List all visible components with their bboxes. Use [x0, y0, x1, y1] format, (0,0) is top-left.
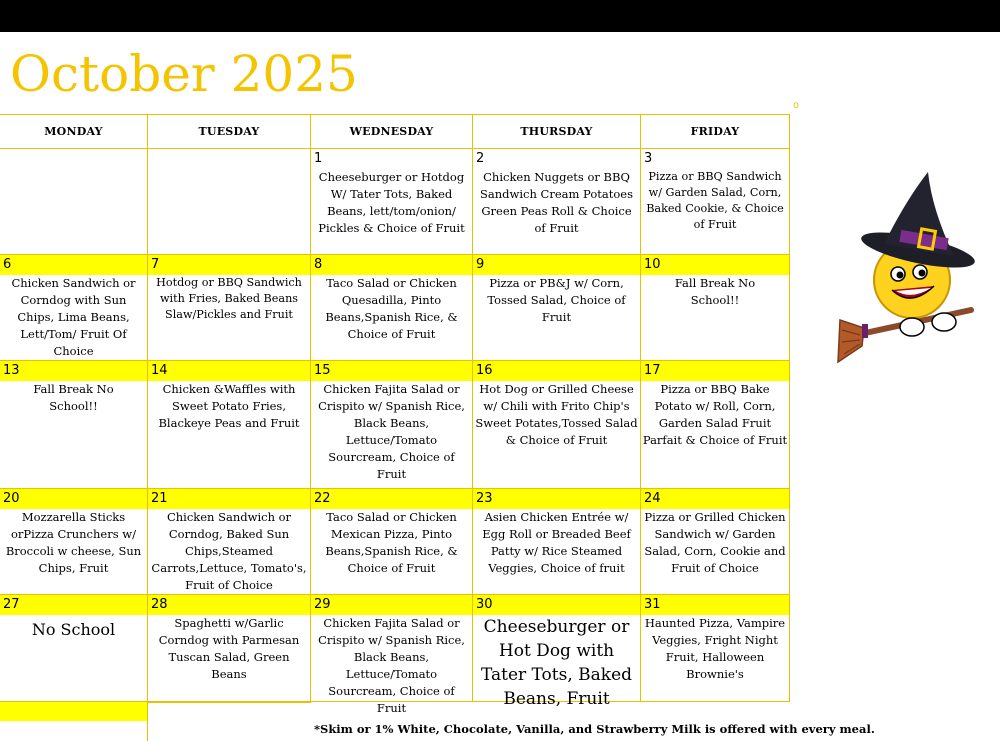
day-number: 21: [148, 489, 310, 509]
calendar-cell-empty: [148, 149, 311, 255]
menu-text: Pizza or BBQ Bake Potato w/ Roll, Corn, Garden Salad Fruit Parfait & Choice of Fruit: [642, 382, 788, 447]
month-title: October 2025: [10, 45, 358, 103]
calendar-cell: [148, 595, 311, 702]
calendar-cell: [473, 149, 641, 255]
day-number: 23: [473, 489, 640, 509]
top-black-bar: [0, 0, 1000, 32]
corner-mark: o: [793, 100, 800, 111]
menu-text: Pizza or Grilled Chicken Sandwich w/ Garden Salad, Corn, Cookie and Fruit of Choice: [644, 510, 786, 575]
weekday-header-friday: FRIDAY: [641, 115, 790, 149]
calendar-cell: [148, 489, 311, 595]
day-number: 22: [311, 489, 472, 509]
calendar-grid: [0, 115, 790, 741]
menu-text: Spaghetti w/Garlic Corndog with Parmesan Tuscan Salad, Green Beans: [158, 616, 300, 681]
day-number: 16: [473, 361, 640, 381]
menu-text: Cheeseburger or Hotdog W/ Tater Tots, Baked Beans, lett/tom/onion/ Pickles & Choice of Fruit: [318, 170, 465, 235]
calendar-cell: [311, 489, 473, 595]
footer-cell-empty: [0, 702, 148, 741]
menu-text: Hotdog or BBQ Sandwich with Fries, Baked Beans Slaw/Pickles and Fruit: [156, 276, 302, 321]
menu-text: Hot Dog or Grilled Cheese w/ Chili with Frito Chip's Sweet Potates,Tossed Salad & Choice of Fruit: [475, 382, 638, 447]
calendar-cell: [473, 595, 641, 709]
weekday-header-tuesday: TUESDAY: [148, 115, 311, 149]
day-number: 7: [148, 255, 310, 275]
day-number: 30: [473, 595, 640, 615]
footer-cell-empty: [148, 702, 311, 741]
day-number: 9: [473, 255, 640, 275]
day-number: 8: [311, 255, 472, 275]
calendar-cell: [641, 255, 790, 361]
menu-text: Chicken Fajita Salad or Crispito w/ Spanish Rice, Black Beans, Lettuce/Tomato Sourcream, Choice of Fruit: [318, 382, 465, 481]
calendar-cell: [641, 595, 790, 702]
weekday-header-monday: MONDAY: [0, 115, 148, 149]
day-number: 1: [314, 151, 323, 166]
menu-text: Fall Break No School!!: [674, 276, 756, 307]
day-number: 2: [476, 151, 485, 166]
calendar-cell: [311, 361, 473, 489]
day-number: 6: [0, 255, 147, 275]
calendar-cell: [0, 255, 148, 361]
menu-text: Haunted Pizza, Vampire Veggies, Fright Night Fruit, Halloween Brownie's: [644, 616, 786, 681]
calendar-cell: [641, 149, 790, 255]
day-number: 28: [148, 595, 310, 615]
calendar-cell: [473, 361, 641, 489]
day-number: 20: [0, 489, 147, 509]
menu-text: Chicken Sandwich or Corndog with Sun Chips, Lima Beans, Lett/Tom/ Fruit Of Choice: [11, 276, 136, 358]
menu-text: Pizza or BBQ Sandwich w/ Garden Salad, Corn, Baked Cookie, & Choice of Fruit: [646, 170, 784, 231]
calendar-cell: [641, 361, 790, 489]
calendar-cell: [473, 255, 641, 361]
menu-text: Asien Chicken Entrée w/ Egg Roll or Breaded Beef Patty w/ Rice Steamed Veggies, Choice of fruit: [482, 510, 631, 575]
calendar-cell: [0, 361, 148, 489]
weekday-header-wednesday: WEDNESDAY: [311, 115, 473, 149]
menu-text: Chicken &Waffles with Sweet Potato Fries, Blackeye Peas and Fruit: [158, 382, 300, 430]
calendar-cell: [473, 489, 641, 595]
menu-text: Pizza or PB&J w/ Corn, Tossed Salad, Choice of Fruit: [487, 276, 626, 324]
calendar-cell: [311, 595, 473, 715]
calendar-cell: [641, 489, 790, 595]
day-number: 3: [644, 151, 653, 166]
day-number: 29: [311, 595, 472, 615]
milk-note: *Skim or 1% White, Chocolate, Vanilla, and Strawberry Milk is offered with every meal.: [314, 722, 875, 736]
calendar-cell: [0, 595, 148, 702]
calendar-cell: [148, 361, 311, 489]
menu-text: Chicken Fajita Salad or Crispito w/ Spanish Rice, Black Beans, Lettuce/Tomato Sourcream, Choice of Fruit: [318, 616, 465, 715]
calendar-cell-empty: [0, 149, 148, 255]
calendar-cell: [311, 149, 473, 255]
day-number: 15: [311, 361, 472, 381]
menu-text: Cheeseburger or Hot Dog with Tater Tots, Baked Beans, Fruit: [480, 617, 633, 709]
calendar-cell: [148, 255, 311, 361]
menu-text: Chicken Sandwich or Corndog, Baked Sun Chips,Steamed Carrots,Lettuce, Tomato's, Fruit of Choice: [151, 510, 307, 592]
witch-on-broom-icon: [836, 170, 986, 370]
menu-text: Taco Salad or Chicken Mexican Pizza, Pinto Beans,Spanish Rice, & Choice of Fruit: [325, 510, 458, 575]
day-number: 17: [641, 361, 789, 381]
day-number: 31: [641, 595, 789, 615]
calendar-cell: [0, 489, 148, 595]
menu-text: Chicken Nuggets or BBQ Sandwich Cream Potatoes Green Peas Roll & Choice of Fruit: [480, 170, 633, 235]
menu-text: Taco Salad or Chicken Quesadilla, Pinto Beans,Spanish Rice, & Choice of Fruit: [325, 276, 458, 341]
day-number: 13: [0, 361, 147, 381]
menu-text: Fall Break No School!!: [33, 382, 114, 413]
day-number: 14: [148, 361, 310, 381]
day-number: 10: [641, 255, 789, 275]
weekday-header-thursday: THURSDAY: [473, 115, 641, 149]
day-number: 24: [641, 489, 789, 509]
menu-text: Mozzarella Sticks orPizza Crunchers w/ Broccoli w cheese, Sun Chips, Fruit: [5, 510, 142, 575]
calendar-cell: [311, 255, 473, 361]
menu-text: No School: [31, 620, 116, 639]
day-number: 27: [0, 595, 147, 615]
